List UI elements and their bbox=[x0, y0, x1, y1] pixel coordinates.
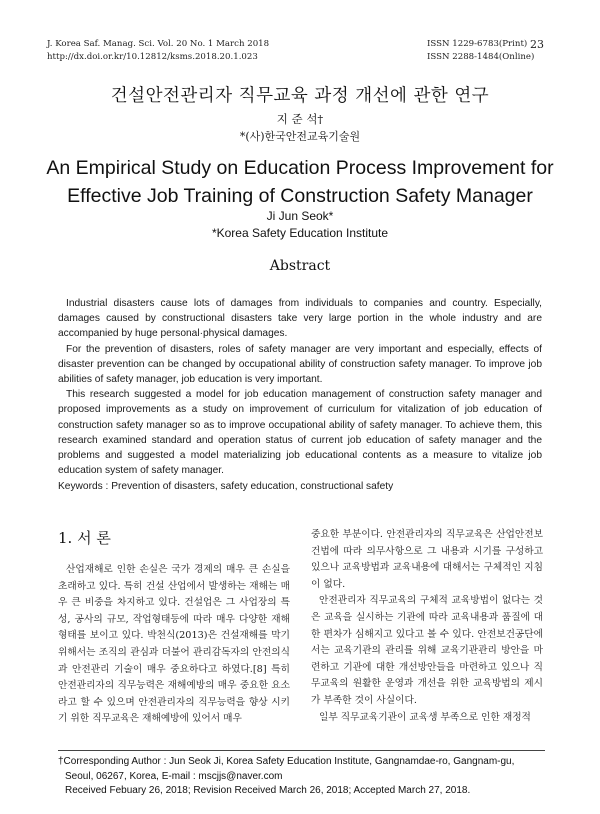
doi-link[interactable]: http://dx.doi.or.kr/10.12812/ksms.2018.20.1.023 bbox=[47, 51, 258, 62]
abstract-body bbox=[58, 296, 542, 495]
korean-author: 지 준 석† bbox=[276, 112, 324, 126]
intro-paragraph-2: 안전관리자 직무교육의 구체적 교육방법이 없다는 것은 교육을 실시하는 기관에 따라 교육내용과 품질에 대한 편차가 심해지고 있다고 볼 수 있다. 안전보건공단에서는 교육기관의 관리를 위해 교육기관관리 방안을 마련하고 기관에 대한 개선방안들을 마련하고 있으나 직무교육의 원활한 운영과 개선을 위한 교육방법의 제시가 부족한 것이 사실이다. bbox=[311, 595, 543, 706]
footnote-divider bbox=[58, 750, 545, 751]
english-title bbox=[0, 154, 600, 210]
footnote bbox=[58, 755, 548, 799]
page-number: 23 bbox=[530, 38, 544, 51]
journal-citation bbox=[47, 38, 269, 63]
intro-paragraph-1: 산업재해로 인한 손실은 국가 경제의 매우 큰 손실을 초래하고 있다. 특히 건설 산업에서 발생하는 재해는 매우 큰 비중을 차지하고 있다. 건설업은 그 사업장의 특성, 공사의 규모, 작업형태등에 따라 매우 다양한 재해형태를 보이고 있다. 박천식(2013)은 건설재해를 막기 위해서는 조직의 관심과 더불어 관리감독자의 안전의식과 안전관리 기술이 매우 중요하다고 하였다.[8] 특히 안전관리자의 직무능력은 재해예방의 매우 중요한 요소라고 할 수 있으며 안전관리자의 직무능력을 향상 시키기 위한 직무교육은 재해예방에 있어서 매우 bbox=[58, 564, 290, 725]
abstract-paragraph-3: This research suggested a model for job education management of construction safety manager and proposed improvements as a study on improvement of curriculum for vitalization of job education of construction safety manager so as to improve occupational ability of safety manager. To achieve them, this research examined standard and operation status of current job education of safety manager and the problems and suggested a model materializing job educational contents as a measure to vitalize job education system of safety manager. bbox=[58, 389, 542, 477]
intro-paragraph-continued: 중요한 부분이다. 안전관리자의 직무교육은 산업안전보건법에 따라 의무사항으로 그 내용과 시기를 구성하고 있으나 교육방법과 교육내용에 대해서는 구체적인 지침이 없다. bbox=[311, 529, 543, 590]
intro-paragraph-3: 일부 직무교육기관이 교육생 부족으로 인한 재정적 bbox=[319, 711, 531, 723]
body-column-left bbox=[58, 562, 290, 728]
author-contact: Seoul, 06267, Korea, E-mail : mscjjs@naver.com bbox=[65, 770, 283, 782]
english-title-line-1: An Empirical Study on Education Process Improvement for bbox=[46, 157, 554, 179]
received-dates: Received Febuary 26, 2018; Revision Received March 26, 2018; Accepted March 27, 2018. bbox=[65, 785, 471, 797]
korean-title: 건설안전관리자 직무교육 과정 개선에 관한 연구 bbox=[110, 86, 490, 106]
issn-block bbox=[427, 38, 534, 63]
abstract-heading: Abstract bbox=[269, 258, 331, 274]
issn-print: ISSN 1229-6783(Print) bbox=[427, 39, 528, 49]
corresponding-author: †Corresponding Author : Jun Seok Ji, Korea Safety Education Institute, Gangnamdae-ro, Gangnam-gu, bbox=[58, 756, 515, 767]
english-title-line-2: Effective Job Training of Construction Safety Manager bbox=[67, 185, 533, 207]
english-author: Ji Jun Seok* bbox=[266, 209, 334, 223]
korean-affiliation: *(사)한국안전교육기술원 bbox=[239, 130, 361, 143]
english-affiliation: *Korea Safety Education Institute bbox=[211, 226, 389, 240]
issn-online: ISSN 2288-1484(Online) bbox=[427, 51, 535, 62]
keywords: Keywords : Prevention of disasters, safety education, constructional safety bbox=[58, 481, 394, 493]
section-heading: 1. 서 론 bbox=[58, 529, 111, 547]
abstract-paragraph-1: Industrial disasters cause lots of damages from individuals to companies and country. Especially, damages caused by constructional disasters take very large portion in the whole industry and are accompanied by huge personal·physical damages. bbox=[58, 298, 542, 340]
abstract-paragraph-2: For the prevention of disasters, roles of safety manager are very important and especially, effects of disaster prevention can be changed by occupational ability of construction safety manager. To improve job abilities of safety manager, job education is very important. bbox=[58, 343, 542, 386]
journal-line-1: J. Korea Saf. Manag. Sci. Vol. 20 No. 1 March 2018 bbox=[47, 39, 270, 49]
body-column-right bbox=[311, 527, 543, 726]
